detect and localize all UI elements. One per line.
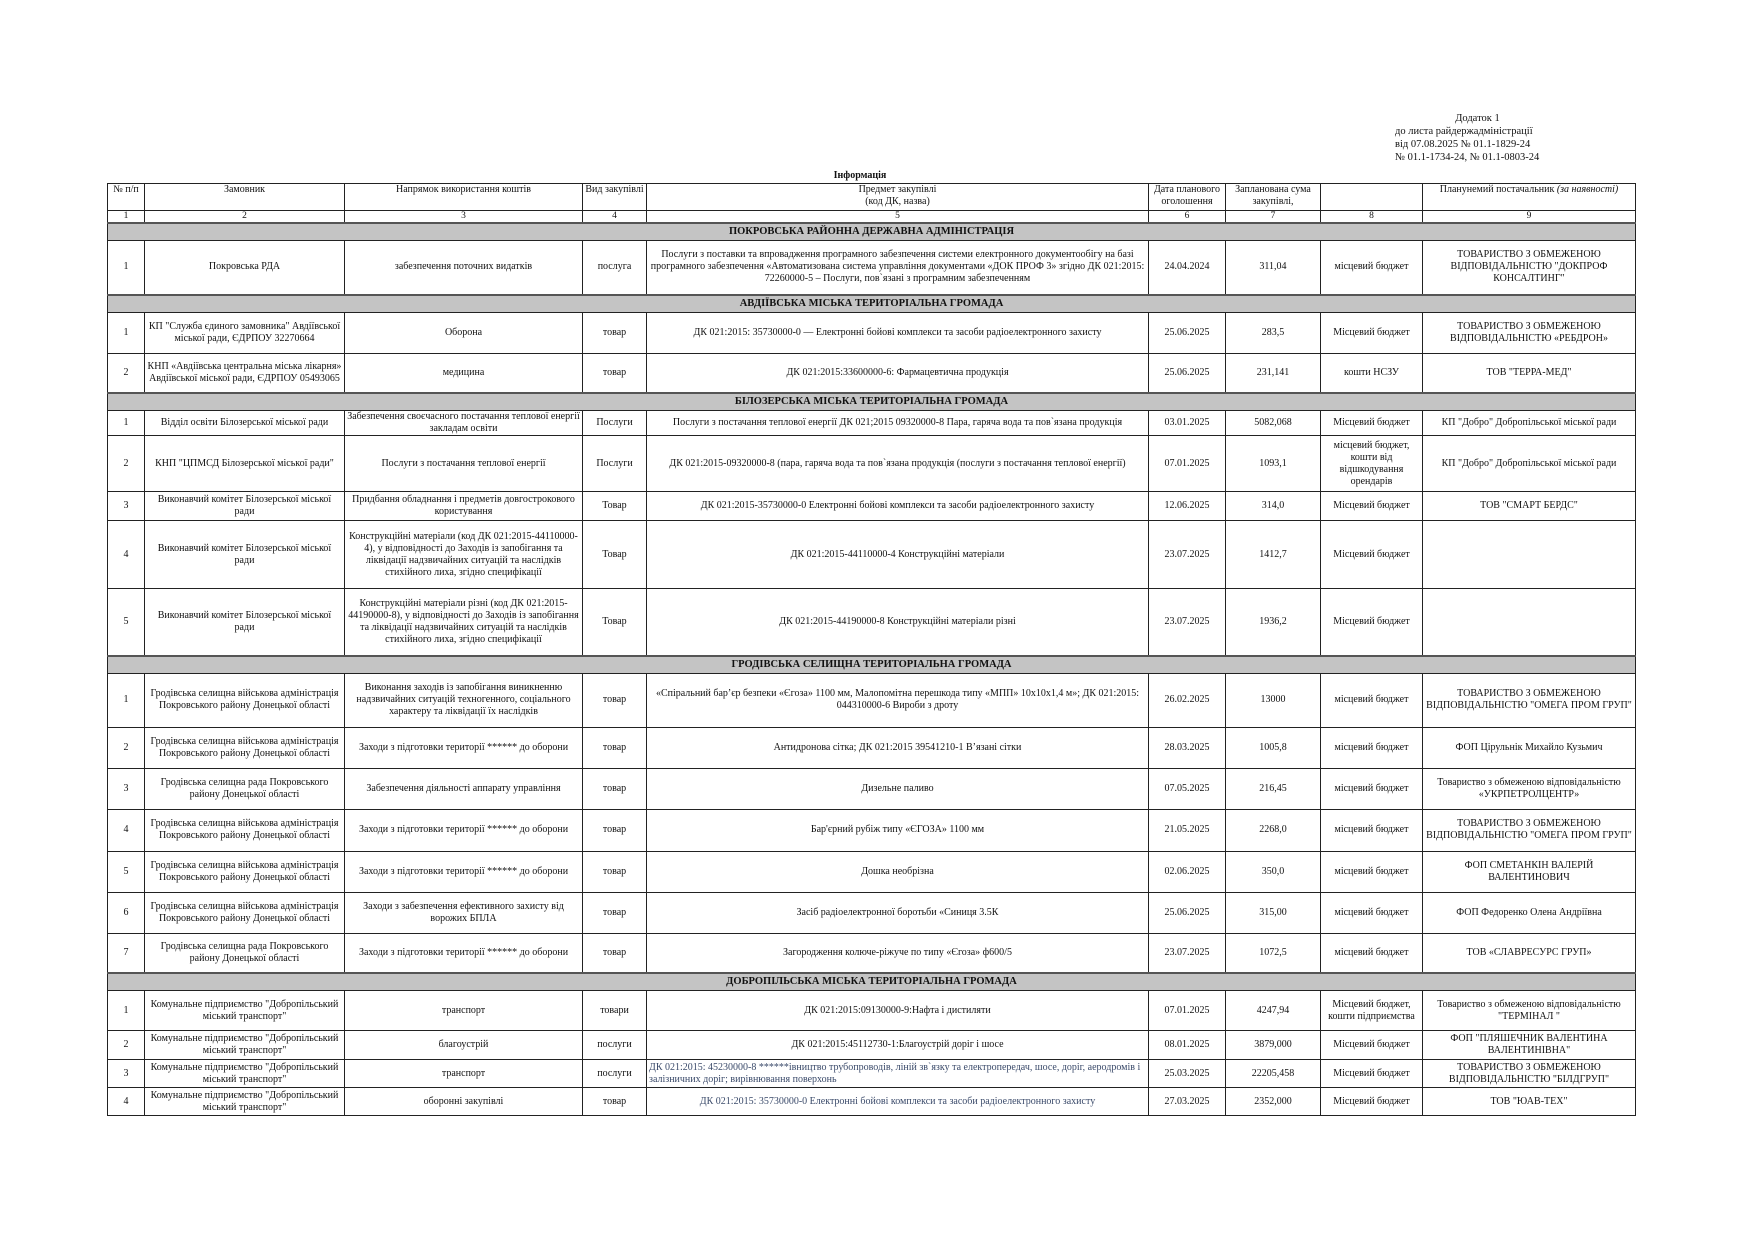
subject-cell: Загородження колюче-ріжуче по типу «Єгоза» ф600/5	[647, 933, 1149, 973]
row-number-cell: 3	[108, 768, 145, 809]
purpose-cell: Виконання заходів із запобігання виникненню надзвичайних ситуацій техногенного, соціального характеру та ліквідації їх наслідків	[345, 673, 583, 727]
supplier-cell: ТОВАРИСТВО З ОБМЕЖЕНОЮ ВІДПОВІДАЛЬНІСТЮ "БІЛДГРУП"	[1423, 1060, 1636, 1088]
column-number: 8	[1321, 211, 1423, 224]
procurement-type-cell: товар	[583, 673, 647, 727]
planned-sum-cell: 2268,0	[1226, 809, 1321, 851]
subject-cell: Послуги з постачання теплової енергії ДК 021;2015 09320000-8 Пара, гаряча вода та пов`язана продукція	[647, 411, 1149, 436]
funding-source-cell: місцевий бюджет	[1321, 241, 1423, 295]
procurement-type-cell: товар	[583, 312, 647, 353]
annex-line: № 01.1-1734-24, № 01.1-0803-24	[1395, 152, 1540, 163]
funding-source-cell: місцевий бюджет	[1321, 673, 1423, 727]
planned-sum-cell: 314,0	[1226, 492, 1321, 521]
row-number-cell: 1	[108, 991, 145, 1031]
column-number: 7	[1226, 211, 1321, 224]
procurement-type-cell: товар	[583, 851, 647, 892]
purpose-cell: оборонні закупівлі	[345, 1088, 583, 1116]
table-row	[108, 492, 1636, 521]
planned-sum-cell: 5082,068	[1226, 411, 1321, 436]
row-number-cell: 1	[108, 411, 145, 436]
header-subject-line2: (код ДК, назва)	[865, 196, 930, 207]
table-row	[108, 353, 1636, 393]
customer-cell: Виконавчий комітет Білозерської міської ради	[145, 589, 345, 656]
planned-sum-cell: 1093,1	[1226, 436, 1321, 492]
annex-line: Додаток 1	[1455, 113, 1500, 124]
table-row	[108, 809, 1636, 851]
customer-cell: КНП «Авдіївська центральна міська лікарня» Авдіївської міської ради, ЄДРПОУ 05493065	[145, 353, 345, 393]
purpose-cell: Заходи з підготовки території ****** до оборони	[345, 727, 583, 768]
header-supplier-note: (за наявності)	[1556, 184, 1619, 195]
announcement-date-cell: 03.01.2025	[1149, 411, 1226, 436]
row-number-cell: 2	[108, 436, 145, 492]
table-row	[108, 436, 1636, 492]
procurement-type-cell: товар	[583, 768, 647, 809]
row-number-cell: 4	[108, 521, 145, 589]
purpose-cell: Заходи з забезпечення ефективного захисту від ворожих БПЛА	[345, 892, 583, 933]
row-number-cell: 5	[108, 589, 145, 656]
header-date: Дата планового оголошення	[1149, 184, 1226, 211]
announcement-date-cell: 27.03.2025	[1149, 1088, 1226, 1116]
purpose-cell: Заходи з підготовки території ****** до оборони	[345, 933, 583, 973]
purpose-cell: Забезпечення діяльності аппарату управління	[345, 768, 583, 809]
purpose-cell: забезпечення поточних видатків	[345, 241, 583, 295]
header-purpose: Напрямок використання коштів	[345, 184, 583, 211]
announcement-date-cell: 07.05.2025	[1149, 768, 1226, 809]
procurement-type-cell: товари	[583, 991, 647, 1031]
row-number-cell: 7	[108, 933, 145, 973]
subject-cell: ДК 021:2015:33600000-6: Фармацевтична продукція	[647, 353, 1149, 393]
row-number-cell: 1	[108, 241, 145, 295]
planned-sum-cell: 216,45	[1226, 768, 1321, 809]
customer-cell: Комунальне підприємство "Добропільський міський транспорт"	[145, 1088, 345, 1116]
planned-sum-cell: 2352,000	[1226, 1088, 1321, 1116]
column-number: 6	[1149, 211, 1226, 224]
section-title: АВДІЇВСЬКА МІСЬКА ТЕРИТОРІАЛЬНА ГРОМАДА	[108, 295, 1636, 313]
subject-cell: ДК 021:2015-35730000-0 Електронні бойові комплекси та засоби радіоелектронного захисту	[647, 492, 1149, 521]
subject-cell: ДК 021:2015: 45230000-8 ******івництво трубопроводів, ліній зв`язку та електропередач, шосе, доріг, аеродромів і залізничних доріг; вирівнювання поверхонь	[647, 1060, 1149, 1088]
annex-line: від 07.08.2025 № 01.1-1829-24	[1395, 139, 1531, 150]
section-header-row	[108, 223, 1636, 241]
procurement-table	[107, 183, 1636, 1116]
customer-cell: Виконавчий комітет Білозерської міської ради	[145, 492, 345, 521]
purpose-cell: Забезпечення своєчасного постачання теплової енергії закладам освіти	[345, 411, 583, 436]
announcement-date-cell: 24.04.2024	[1149, 241, 1226, 295]
announcement-date-cell: 12.06.2025	[1149, 492, 1226, 521]
subject-cell: Антидронова сітка; ДК 021:2015 39541210-1 В’язані сітки	[647, 727, 1149, 768]
header-row	[108, 184, 1636, 211]
subject-cell: Дошка необрізна	[647, 851, 1149, 892]
funding-source-cell: Місцевий бюджет	[1321, 411, 1423, 436]
planned-sum-cell: 283,5	[1226, 312, 1321, 353]
planned-sum-cell: 1005,8	[1226, 727, 1321, 768]
section-header-row	[108, 295, 1636, 313]
column-number: 9	[1423, 211, 1636, 224]
header-subject-line1: Предмет закупівлі	[858, 184, 937, 195]
row-number-cell: 4	[108, 809, 145, 851]
supplier-cell	[1423, 589, 1636, 656]
column-number: 5	[647, 211, 1149, 224]
purpose-cell: медицина	[345, 353, 583, 393]
supplier-cell: КП "Добро" Добропільської міської ради	[1423, 436, 1636, 492]
purpose-cell: Оборона	[345, 312, 583, 353]
customer-cell: Гродівська селищна військова адміністрація Покровського району Донецької області	[145, 673, 345, 727]
funding-source-cell: Місцевий бюджет	[1321, 1088, 1423, 1116]
supplier-cell: ТОВ «СЛАВРЕСУРС ГРУП»	[1423, 933, 1636, 973]
purpose-cell: транспорт	[345, 1060, 583, 1088]
planned-sum-cell: 1412,7	[1226, 521, 1321, 589]
procurement-type-cell: Товар	[583, 589, 647, 656]
procurement-type-cell: послуги	[583, 1031, 647, 1060]
table-row	[108, 727, 1636, 768]
customer-cell: Відділ освіти Білозерської міської ради	[145, 411, 345, 436]
purpose-cell: Заходи з підготовки території ****** до оборони	[345, 809, 583, 851]
table-row	[108, 933, 1636, 973]
row-number-cell: 5	[108, 851, 145, 892]
header-type: Вид закупівлі	[583, 184, 647, 211]
subject-cell: ДК 021:2015-44110000-4 Конструкційні матеріали	[647, 521, 1149, 589]
customer-cell: Гродівська селищна військова адміністрація Покровського району Донецької області	[145, 727, 345, 768]
supplier-cell: ТОВАРИСТВО З ОБМЕЖЕНОЮ ВІДПОВІДАЛЬНІСТЮ "ОМЕГА ПРОМ ГРУП"	[1423, 673, 1636, 727]
row-number-cell: 3	[108, 492, 145, 521]
customer-cell: Гродівська селищна військова адміністрація Покровського району Донецької області	[145, 892, 345, 933]
section-header-row	[108, 973, 1636, 991]
funding-source-cell: Місцевий бюджет, кошти підприємства	[1321, 991, 1423, 1031]
supplier-cell: Товариство з обмеженою відповідальністю "ТЕРМІНАЛ "	[1423, 991, 1636, 1031]
row-number-cell: 4	[108, 1088, 145, 1116]
supplier-cell: ТОВАРИСТВО З ОБМЕЖЕНОЮ ВІДПОВІДАЛЬНІСТЮ "ДОКПРОФ КОНСАЛТИНГ"	[1423, 241, 1636, 295]
purpose-cell: Конструкційні матеріали різні (код ДК 021:2015-44190000-8), у відповідності до Заходів із запобігання та ліквідації надзвичайних ситуацій та наслідків стихійного лиха, згідно специфікації	[345, 589, 583, 656]
annex-note	[1395, 112, 1560, 164]
subject-cell: ДК 021:2015-44190000-8 Конструкційні матеріали різні	[647, 589, 1149, 656]
procurement-type-cell: товар	[583, 727, 647, 768]
customer-cell: КП "Служба єдиного замовника" Авдіївської міської ради, ЄДРПОУ 32270664	[145, 312, 345, 353]
funding-source-cell: Місцевий бюджет	[1321, 521, 1423, 589]
table-row	[108, 521, 1636, 589]
announcement-date-cell: 23.07.2025	[1149, 933, 1226, 973]
planned-sum-cell: 350,0	[1226, 851, 1321, 892]
supplier-cell: ТОВ "ТЕРРА-МЕД"	[1423, 353, 1636, 393]
planned-sum-cell: 4247,94	[1226, 991, 1321, 1031]
supplier-cell: Товариство з обмеженою відповідальністю «УКРПЕТРОЛЦЕНТР»	[1423, 768, 1636, 809]
table-body	[108, 211, 1636, 1116]
funding-source-cell: кошти НСЗУ	[1321, 353, 1423, 393]
funding-source-cell: Місцевий бюджет	[1321, 492, 1423, 521]
table-row	[108, 312, 1636, 353]
supplier-cell: ФОП "ПЛЯШЕЧНИК ВАЛЕНТИНА ВАЛЕНТИНІВНА"	[1423, 1031, 1636, 1060]
procurement-type-cell: Товар	[583, 492, 647, 521]
subject-cell: ДК 021:2015:45112730-1:Благоустрій доріг і шосе	[647, 1031, 1149, 1060]
funding-source-cell: місцевий бюджет	[1321, 892, 1423, 933]
funding-source-cell: місцевий бюджет, кошти від відшкодування орендарів	[1321, 436, 1423, 492]
section-header-row	[108, 393, 1636, 411]
section-title: ПОКРОВСЬКА РАЙОННА ДЕРЖАВНА АДМІНІСТРАЦІЯ	[108, 223, 1636, 241]
row-number-cell: 3	[108, 1060, 145, 1088]
customer-cell: Комунальне підприємство "Добропільський міський транспорт"	[145, 1031, 345, 1060]
procurement-type-cell: товар	[583, 933, 647, 973]
planned-sum-cell: 315,00	[1226, 892, 1321, 933]
supplier-cell: ТОВАРИСТВО З ОБМЕЖЕНОЮ ВІДПОВІДАЛЬНІСТЮ «РЕБДРОН»	[1423, 312, 1636, 353]
announcement-date-cell: 28.03.2025	[1149, 727, 1226, 768]
subject-cell: Послуги з поставки та впровадження програмного забезпечення системи електронного документообігу на базі програмного забезпечення «Автоматизована система управління документами «ДОК ПРОФ 3» згідно ДК 021:2015: 72260000-5 – Послуги, пов`язані з програмним забезпеченням	[647, 241, 1149, 295]
table-row	[108, 1031, 1636, 1060]
announcement-date-cell: 23.07.2025	[1149, 589, 1226, 656]
procurement-type-cell: Послуги	[583, 411, 647, 436]
announcement-date-cell: 08.01.2025	[1149, 1031, 1226, 1060]
subject-cell: ДК 021:2015: 35730000-0 Електронні бойові комплекси та засоби радіоелектронного захисту	[647, 1088, 1149, 1116]
funding-source-cell: Місцевий бюджет	[1321, 589, 1423, 656]
procurement-type-cell: Послуги	[583, 436, 647, 492]
supplier-cell: ТОВ "СМАРТ БЕРДС"	[1423, 492, 1636, 521]
announcement-date-cell: 25.06.2025	[1149, 353, 1226, 393]
funding-source-cell: місцевий бюджет	[1321, 809, 1423, 851]
funding-source-cell: місцевий бюджет	[1321, 851, 1423, 892]
table-row	[108, 991, 1636, 1031]
table-row	[108, 851, 1636, 892]
planned-sum-cell: 1936,2	[1226, 589, 1321, 656]
planned-sum-cell: 3879,000	[1226, 1031, 1321, 1060]
supplier-cell: ФОП СМЕТАНКІН ВАЛЕРІЙ ВАЛЕНТИНОВИЧ	[1423, 851, 1636, 892]
procurement-type-cell: товар	[583, 809, 647, 851]
purpose-cell: Послуги з постачання теплової енергії	[345, 436, 583, 492]
supplier-cell	[1423, 521, 1636, 589]
table-row	[108, 892, 1636, 933]
header-supplier	[1423, 184, 1636, 211]
column-number: 1	[108, 211, 145, 224]
customer-cell: Гродівська селищна військова адміністрація Покровського району Донецької області	[145, 809, 345, 851]
purpose-cell: Заходи з підготовки території ****** до оборони	[345, 851, 583, 892]
header-sum: Запланована сума закупівлі,	[1226, 184, 1321, 211]
purpose-cell: транспорт	[345, 991, 583, 1031]
procurement-type-cell: товар	[583, 353, 647, 393]
purpose-cell: Придбання обладнання і предметів довгострокового користування	[345, 492, 583, 521]
funding-source-cell: місцевий бюджет	[1321, 933, 1423, 973]
supplier-cell: ТОВ "ЮАВ-ТЕХ"	[1423, 1088, 1636, 1116]
table-row	[108, 673, 1636, 727]
header-number: № п/п	[108, 184, 145, 211]
procurement-type-cell: послуга	[583, 241, 647, 295]
column-number: 3	[345, 211, 583, 224]
table-row	[108, 411, 1636, 436]
announcement-date-cell: 21.05.2025	[1149, 809, 1226, 851]
section-title: ДОБРОПІЛЬСЬКА МІСЬКА ТЕРИТОРІАЛЬНА ГРОМАДА	[108, 973, 1636, 991]
planned-sum-cell: 231,141	[1226, 353, 1321, 393]
document-title: Інформація	[833, 170, 887, 181]
customer-cell: Гродівська селищна військова адміністрація Покровського району Донецької області	[145, 851, 345, 892]
planned-sum-cell: 22205,458	[1226, 1060, 1321, 1088]
planned-sum-cell: 1072,5	[1226, 933, 1321, 973]
supplier-cell: ФОП Федоренко Олена Андріївна	[1423, 892, 1636, 933]
header-subject	[647, 184, 1149, 211]
subject-cell: Засіб радіоелектронної боротьби «Синиця 3.5К	[647, 892, 1149, 933]
procurement-type-cell: послуги	[583, 1060, 647, 1088]
row-number-cell: 2	[108, 727, 145, 768]
announcement-date-cell: 25.03.2025	[1149, 1060, 1226, 1088]
subject-cell: Дизельне паливо	[647, 768, 1149, 809]
column-number: 4	[583, 211, 647, 224]
customer-cell: Комунальне підприємство "Добропільський міський транспорт"	[145, 1060, 345, 1088]
announcement-date-cell: 25.06.2025	[1149, 312, 1226, 353]
funding-source-cell: місцевий бюджет	[1321, 768, 1423, 809]
customer-cell: Покровська РДА	[145, 241, 345, 295]
section-title: ГРОДІВСЬКА СЕЛИЩНА ТЕРИТОРІАЛЬНА ГРОМАДА	[108, 656, 1636, 674]
funding-source-cell: Місцевий бюджет	[1321, 1031, 1423, 1060]
row-number-cell: 1	[108, 673, 145, 727]
announcement-date-cell: 07.01.2025	[1149, 991, 1226, 1031]
row-number-cell: 2	[108, 1031, 145, 1060]
announcement-date-cell: 02.06.2025	[1149, 851, 1226, 892]
subject-cell: Бар'єрний рубіж типу «ЄГОЗА» 1100 мм	[647, 809, 1149, 851]
customer-cell: КНП "ЦПМСД Білозерської міської ради"	[145, 436, 345, 492]
row-number-cell: 1	[108, 312, 145, 353]
customer-cell: Комунальне підприємство "Добропільський міський транспорт"	[145, 991, 345, 1031]
funding-source-cell: Місцевий бюджет	[1321, 312, 1423, 353]
row-number-cell: 2	[108, 353, 145, 393]
customer-cell: Гродівська селищна рада Покровського району Донецької області	[145, 768, 345, 809]
table-row	[108, 1088, 1636, 1116]
planned-sum-cell: 13000	[1226, 673, 1321, 727]
funding-source-cell: місцевий бюджет	[1321, 727, 1423, 768]
table-row	[108, 768, 1636, 809]
procurement-type-cell: Товар	[583, 521, 647, 589]
table-row	[108, 241, 1636, 295]
header-supplier-label: Планунемий постачальник	[1439, 184, 1555, 195]
customer-cell: Гродівська селищна рада Покровського району Донецької області	[145, 933, 345, 973]
announcement-date-cell: 25.06.2025	[1149, 892, 1226, 933]
supplier-cell: ТОВАРИСТВО З ОБМЕЖЕНОЮ ВІДПОВІДАЛЬНІСТЮ "ОМЕГА ПРОМ ГРУП"	[1423, 809, 1636, 851]
procurement-type-cell: товар	[583, 892, 647, 933]
purpose-cell: благоустрій	[345, 1031, 583, 1060]
header-customer: Замовник	[145, 184, 345, 211]
subject-cell: ДК 021:2015: 35730000-0 — Електронні бойові комплекси та засоби радіоелектронного захисту	[647, 312, 1149, 353]
supplier-cell: КП "Добро" Добропільської міської ради	[1423, 411, 1636, 436]
subject-cell: ДК 021:2015-09320000-8 (пара, гаряча вода та пов`язана продукція (послуги з постачання теплової енергії)	[647, 436, 1149, 492]
column-number: 2	[145, 211, 345, 224]
announcement-date-cell: 23.07.2025	[1149, 521, 1226, 589]
supplier-cell: ФОП Цірульнік Михайло Кузьмич	[1423, 727, 1636, 768]
subject-cell: ДК 021:2015:09130000-9:Нафта і дистиляти	[647, 991, 1149, 1031]
section-header-row	[108, 656, 1636, 674]
procurement-type-cell: товар	[583, 1088, 647, 1116]
announcement-date-cell: 07.01.2025	[1149, 436, 1226, 492]
section-title: БІЛОЗЕРСЬКА МІСЬКА ТЕРИТОРІАЛЬНА ГРОМАДА	[108, 393, 1636, 411]
header-source	[1321, 184, 1423, 211]
subject-cell: «Спіральний бар’єр безпеки «Єгоза» 1100 мм, Малопомітна перешкода типу «МПП» 10х10х1,4 м»; ДК 021:2015: 044310000-6 Вироби з дроту	[647, 673, 1149, 727]
column-number-row	[108, 211, 1636, 224]
customer-cell: Виконавчий комітет Білозерської міської ради	[145, 521, 345, 589]
table-row	[108, 589, 1636, 656]
purpose-cell: Конструкційні матеріали (код ДК 021:2015-44110000-4), у відповідності до Заходів із запобігання та ліквідації надзвичайних ситуацій та наслідків стихійного лиха, згідно специфікації	[345, 521, 583, 589]
annex-line: до листа райдержадміністрації	[1395, 126, 1533, 137]
row-number-cell: 6	[108, 892, 145, 933]
planned-sum-cell: 311,04	[1226, 241, 1321, 295]
table-row	[108, 1060, 1636, 1088]
funding-source-cell: Місцевий бюджет	[1321, 1060, 1423, 1088]
announcement-date-cell: 26.02.2025	[1149, 673, 1226, 727]
